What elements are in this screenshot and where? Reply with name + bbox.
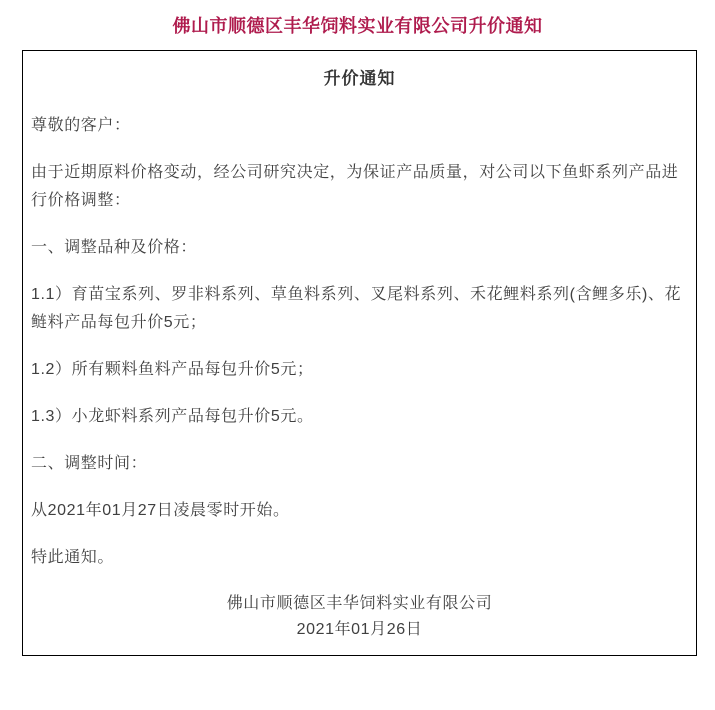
signature-date: 2021年01月26日	[296, 621, 423, 638]
signature-company: 佛山市顺德区丰华饲料实业有限公司	[226, 595, 493, 612]
signature-block	[31, 591, 688, 643]
salutation: 尊敬的客户：	[31, 117, 131, 134]
notice-page	[0, 14, 715, 656]
closing-text: 特此通知。	[31, 549, 115, 566]
intro-paragraph: 由于近期原料价格变动，经公司研究决定，为保证产品质量，对公司以下鱼虾系列产品进行价格调整：	[31, 164, 679, 209]
price-item-2: 1.2）所有颗料鱼料产品每包升价5元；	[31, 361, 314, 378]
section2-heading: 二、调整时间：	[31, 455, 148, 472]
notice-title: 升价通知	[323, 69, 396, 88]
page-title: 佛山市顺德区丰华饲料实业有限公司升价通知	[172, 16, 543, 36]
price-item-3: 1.3）小龙虾料系列产品每包升价5元。	[31, 408, 314, 425]
section1-heading: 一、调整品种及价格：	[31, 239, 198, 256]
effective-date-text: 从2021年01月27日凌晨零时开始。	[31, 502, 290, 519]
price-item-1: 1.1）育苗宝系列、罗非料系列、草鱼料系列、叉尾料系列、禾花鲤料系列(含鲤多乐)、花鲢料产品每包升价5元；	[31, 286, 682, 331]
notice-box	[22, 50, 697, 656]
